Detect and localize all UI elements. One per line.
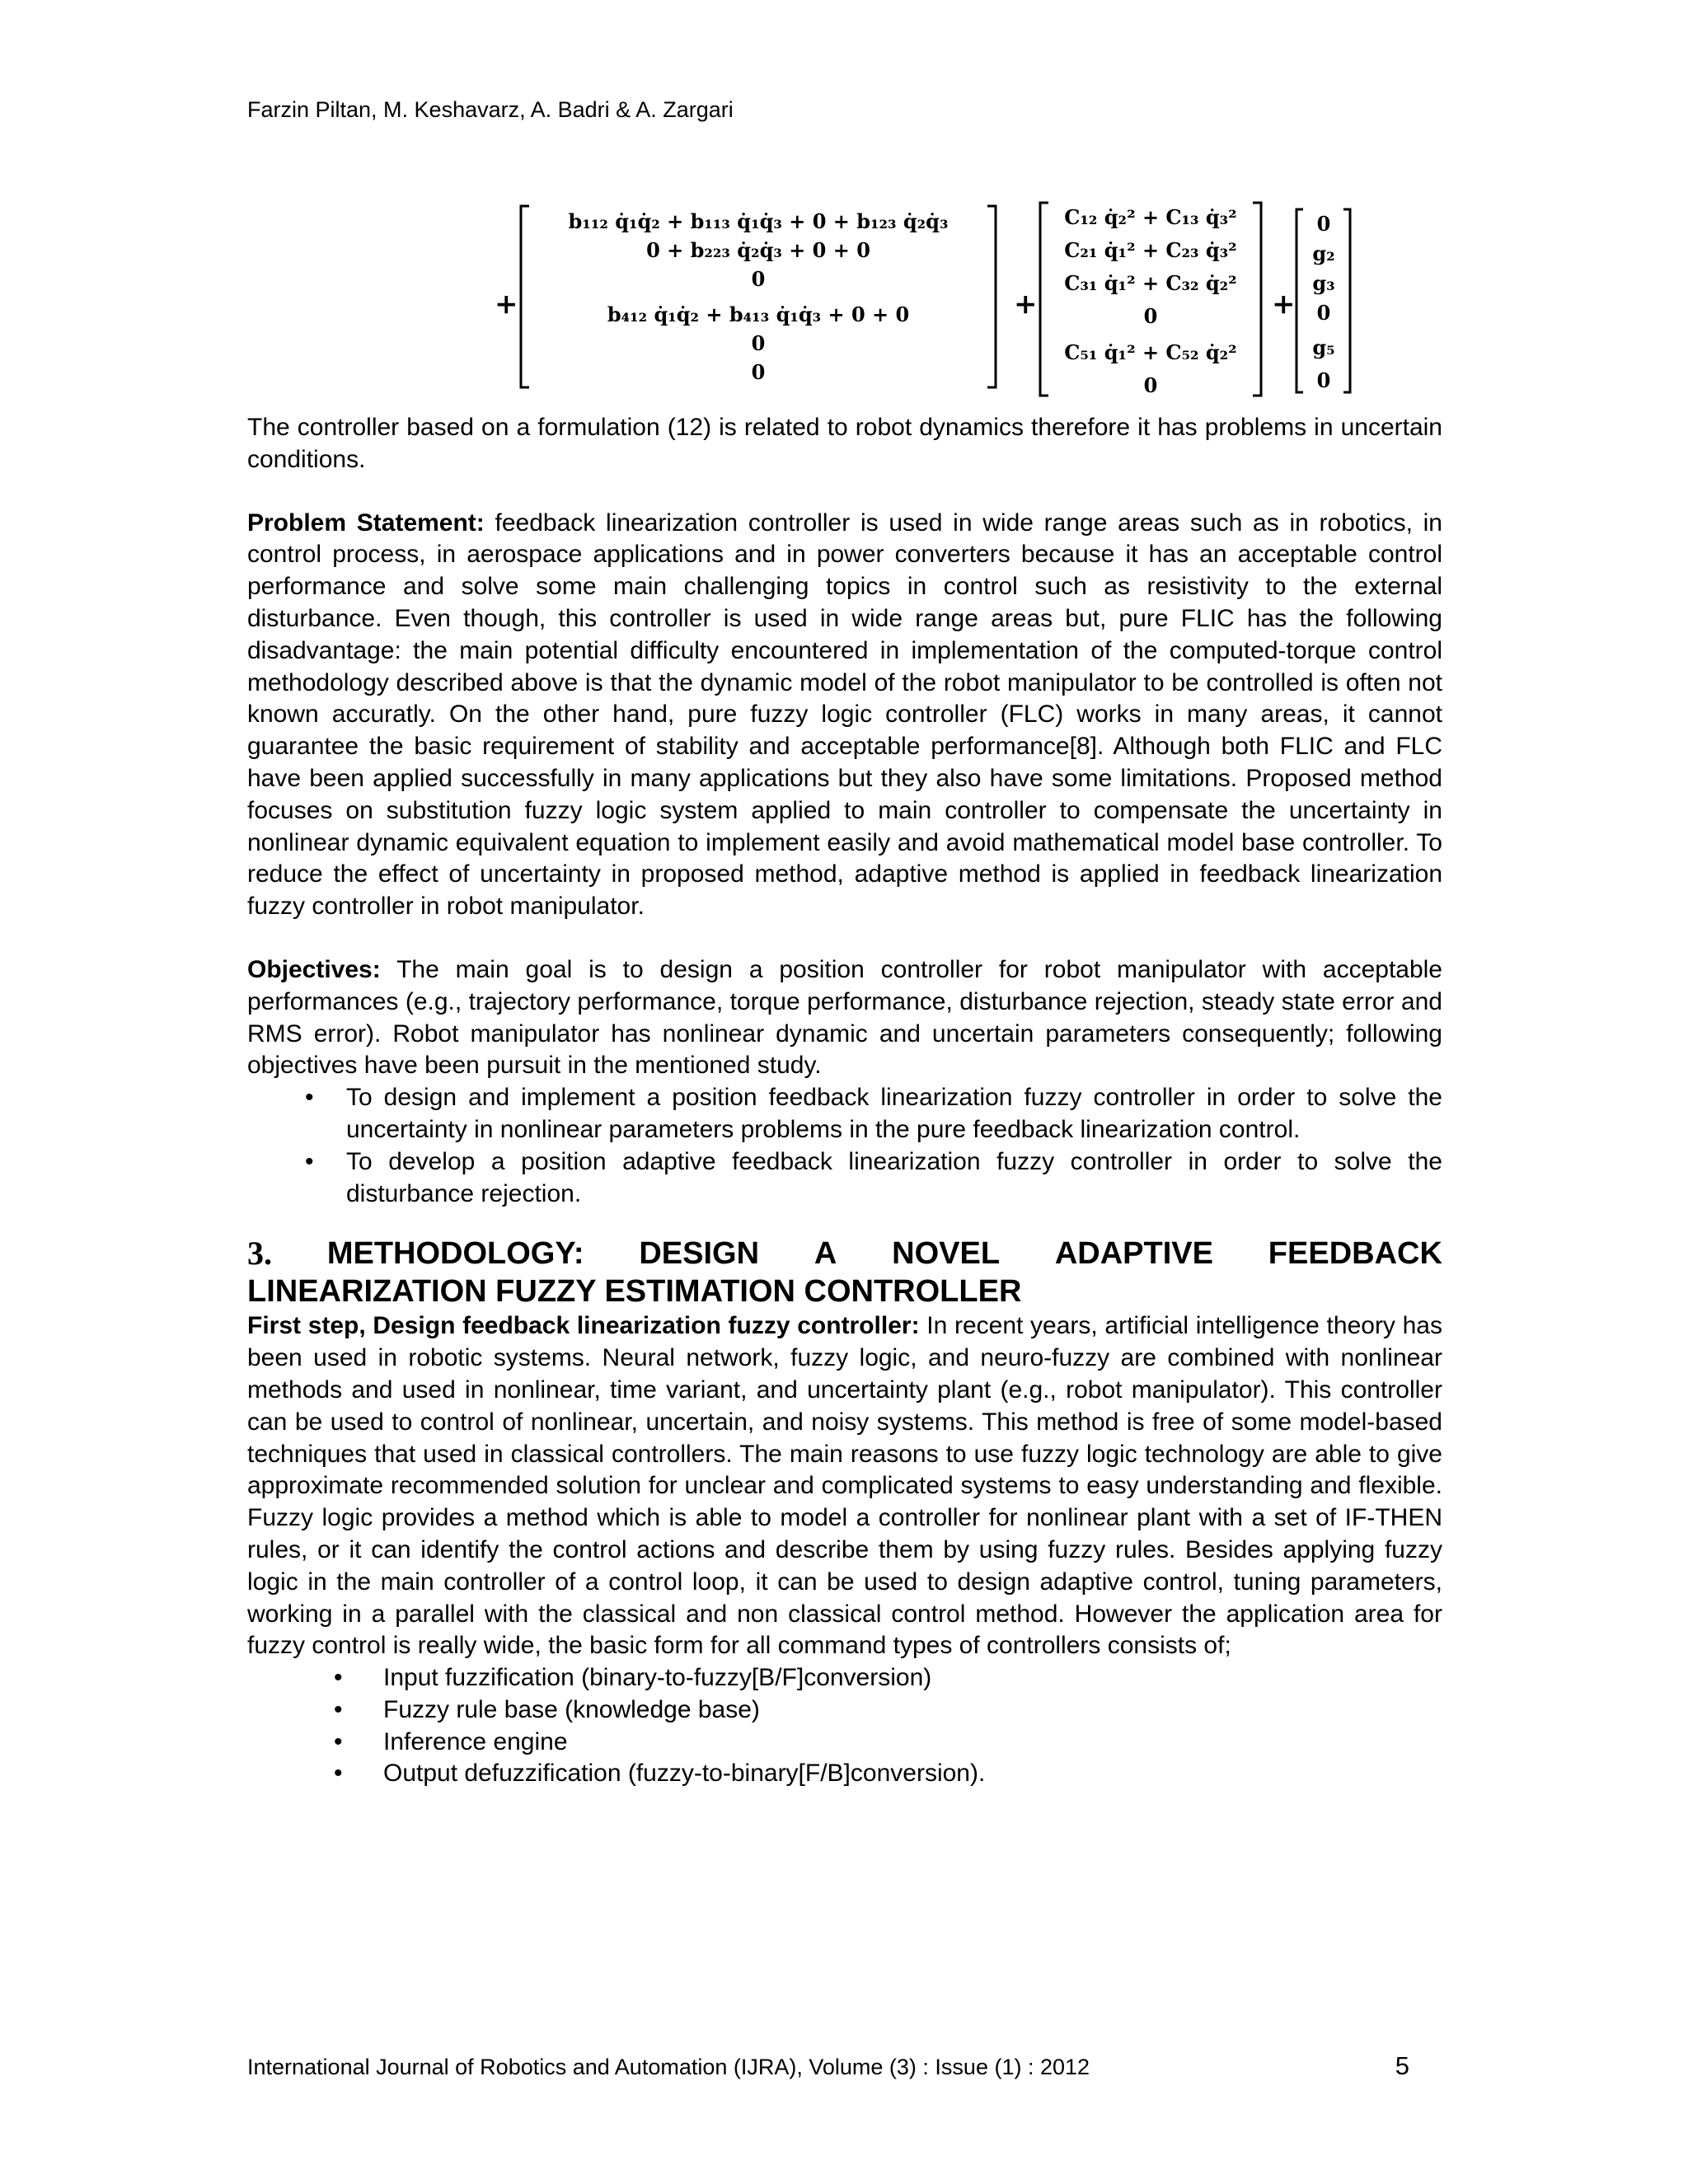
section-heading-word: A	[814, 1236, 837, 1272]
matrix-g-cell: g₅	[1312, 335, 1335, 359]
list-item	[247, 1727, 1442, 1759]
objectives-list	[247, 1082, 1442, 1210]
matrix-b	[569, 209, 949, 384]
problem-statement-paragraph	[247, 508, 1442, 923]
matrix-g-cell: g₂	[1312, 241, 1335, 265]
left-bracket	[521, 206, 529, 387]
first-step-text: In recent years, artificial intelligence theory has been used in robotic systems. Neural network, fuzzy logic, and neuro-fuzzy are combined with nonlinear methods and used in nonlinear, time variant, and uncertainty plant (e.g., robot manipulator). This controller can be used to control of nonlinear, uncertain, and noisy systems. This method is free of some model-based techniques that used in classical controllers. The main reasons to use fuzzy logic technology are able to give approximate recommended solution for unclear and complicated systems to easy understanding and flexible. Fuzzy logic provides a method which is able to model a controller for nonlinear plant with a set of IF-THEN rules, or it can identify the control actions and describe them by using fuzzy rules. Besides applying fuzzy logic in the main controller of a control loop, it can be used to design adaptive control, tuning parameters, working in a parallel with the classical and non classical control method. However the application area for fuzzy control is really wide, the basic form for all command types of controllers consists of;	[247, 1312, 1442, 1660]
list-item-text: Output defuzzification (fuzzy-to-binary[F/B]conversion).	[383, 1760, 986, 1788]
problem-statement-label: Problem Statement:	[247, 509, 485, 537]
matrix-c-cell: C₁₂ q̇₂² + C₁₃ q̇₃²	[1064, 205, 1237, 229]
matrix-c-cell: C₃₁ q̇₁² + C₃₂ q̇₂²	[1064, 271, 1237, 295]
matrix-g-cell: 0	[1316, 301, 1331, 325]
plus-sign: +	[1272, 288, 1296, 321]
section-heading-line-2: LINEARIZATION FUZZY ESTIMATION CONTROLLER	[247, 1274, 1022, 1310]
matrix-b-cell: 0	[751, 331, 766, 355]
section-heading-word: NOVEL	[892, 1236, 1001, 1272]
bullet-icon: •	[334, 1727, 343, 1755]
section-heading-word: FEEDBACK	[1268, 1236, 1442, 1272]
bullet-icon: •	[334, 1664, 343, 1692]
list-item	[247, 1082, 1442, 1146]
components-list	[247, 1662, 1442, 1790]
page-number: 5	[1395, 2051, 1409, 2080]
problem-statement-text: feedback linearization controller is used in wide range areas such as in robotics, in control process, in aerospace applications and in power converters because it has an acceptable control performance and solve some main challenging topics in control such as resistivity to the external disturbance. Even though, this controller is used in wide range areas but, pure FLIC has the following disadvantage: the main potential difficulty encountered in implementation of the computed-torque control methodology described above is that the dynamic model of the robot manipulator to be controlled is often not known accuratly. On the other hand, pure fuzzy logic controller (FLC) works in many areas, it cannot guarantee the basic requirement of stability and acceptable performance[8]. Although both FLIC and FLC have been applied successfully in many applications but they also have some limitations. Proposed method focuses on substitution fuzzy logic system applied to main controller to compensate the uncertainty in nonlinear dynamic equivalent equation to implement easily and avoid mathematical model base controller. To reduce the effect of uncertainty in proposed method, adaptive method is applied in feedback linearization fuzzy controller in robot manipulator.	[247, 509, 1442, 921]
list-item-text: Fuzzy rule base (knowledge base)	[383, 1695, 760, 1723]
page-footer	[247, 2051, 1409, 2080]
first-step-label: First step, Design feedback linearization fuzzy controller:	[247, 1312, 920, 1340]
matrix-c-cell: 0	[1143, 304, 1158, 328]
matrix-b-cell: 0	[751, 360, 766, 384]
objectives-label: Objectives:	[247, 955, 381, 983]
running-header: Farzin Piltan, M. Keshavarz, A. Badri & A. Zargari	[247, 97, 734, 122]
bullet-icon: •	[305, 1084, 314, 1112]
bullet-icon: •	[334, 1760, 343, 1788]
section-number: 3.	[247, 1235, 272, 1272]
intro-paragraph: The controller based on a formulation (12) is related to robot dynamics therefore it has problems in uncertain conditions.	[247, 414, 1442, 473]
list-item-text: Inference engine	[383, 1727, 568, 1755]
left-bracket	[1296, 209, 1303, 392]
list-item	[247, 1146, 1442, 1211]
section-heading-line-1	[247, 1235, 1442, 1272]
objectives-paragraph	[247, 954, 1442, 1082]
right-bracket	[987, 206, 996, 387]
matrix-g-cell: 0	[1316, 212, 1331, 236]
matrix-c	[1064, 205, 1236, 397]
list-item	[247, 1662, 1442, 1694]
section-heading-word: METHODOLOGY:	[326, 1236, 584, 1272]
list-item-text: To develop a position adaptive feedback linearization fuzzy controller in order to solve the disturbance rejection.	[346, 1147, 1442, 1207]
matrix-b-cell: 0	[751, 267, 766, 291]
matrix-g-cell: g₃	[1312, 271, 1335, 295]
matrix-b-cell: 0 + b₂₂₃ q̇₂q̇₃ + 0 + 0	[646, 238, 870, 262]
plus-sign: +	[1014, 288, 1038, 321]
list-item	[247, 1758, 1442, 1790]
journal-citation: International Journal of Robotics and Automation (IJRA), Volume (3) : Issue (1) : 2012	[247, 2055, 1090, 2079]
page-body	[247, 412, 1442, 1790]
matrix-c-cell: 0	[1143, 373, 1158, 397]
section-heading	[247, 1235, 1442, 1310]
first-step-paragraph	[247, 1310, 1442, 1662]
list-item	[247, 1694, 1442, 1727]
bullet-icon: •	[305, 1147, 314, 1175]
matrix-c-cell: C₂₁ q̇₁² + C₂₃ q̇₃²	[1064, 238, 1237, 262]
objectives-text: The main goal is to design a position controller for robot manipulator with acceptable performances (e.g., trajectory performance, torque performance, disturbance rejection, steady state error and RMS error). Robot manipulator has nonlinear dynamic and uncertain parameters consequently; following objectives have been pursuit in the mentioned study.	[247, 955, 1442, 1080]
matrix-c-cell: C₅₁ q̇₁² + C₅₂ q̇₂²	[1064, 340, 1237, 364]
section-heading-word: ADAPTIVE	[1054, 1236, 1213, 1272]
matrix-b-cell: b₁₁₂ q̇₁q̇₂ + b₁₁₃ q̇₁q̇₃ + 0 + b₁₂₃ q̇₂q̇₃	[568, 209, 949, 233]
matrix-g	[1312, 212, 1334, 392]
equation-svg	[486, 198, 1360, 404]
right-bracket	[1253, 203, 1261, 396]
plus-sign: +	[495, 288, 518, 321]
equation-matrices	[486, 198, 1360, 404]
right-bracket	[1343, 209, 1350, 392]
bullet-icon: •	[334, 1695, 343, 1723]
list-item-text: Input fuzzification (binary-to-fuzzy[B/F]conversion)	[383, 1664, 932, 1692]
matrix-g-cell: 0	[1316, 368, 1331, 392]
section-heading-word: DESIGN	[639, 1236, 760, 1272]
left-bracket	[1040, 203, 1048, 396]
matrix-b-cell: b₄₁₂ q̇₁q̇₂ + b₄₁₃ q̇₁q̇₃ + 0 + 0	[607, 302, 910, 326]
list-item-text: To design and implement a position feedback linearization fuzzy controller in order to solve the uncertainty in nonlinear parameters problems in the pure feedback linearization control.	[346, 1084, 1442, 1143]
